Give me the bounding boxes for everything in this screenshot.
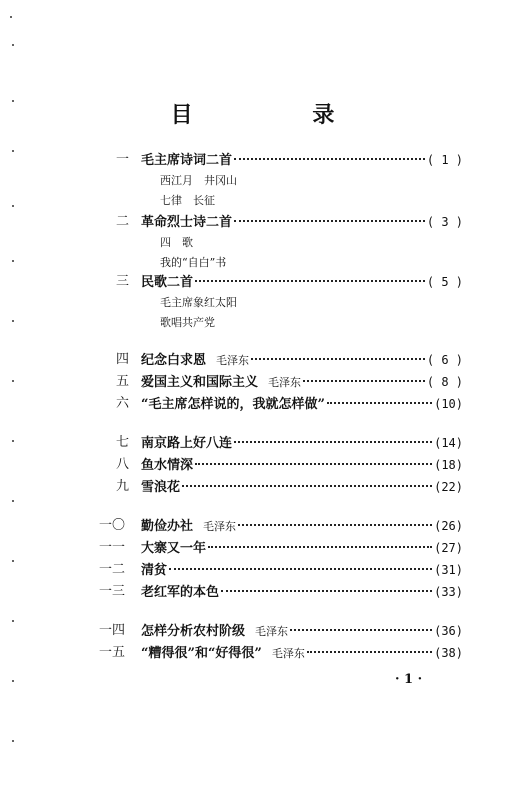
- page-title: 目 录: [170, 102, 391, 128]
- toc-entry: [0, 394, 505, 414]
- toc-entry: [0, 372, 505, 392]
- entry-page: ( 6 ): [426, 353, 463, 367]
- entry-title: 大寨又一年: [141, 541, 207, 556]
- entry-number: 一: [116, 152, 130, 167]
- entry-title: 纪念白求恩: [141, 353, 207, 368]
- entry-title: 鱼水情深: [141, 458, 194, 473]
- sub-entry: 毛主席象红太阳: [160, 296, 237, 309]
- sub-entry: 西江月 井冈山: [160, 174, 237, 187]
- entry-number: 九: [116, 479, 130, 494]
- entry-line: [141, 516, 463, 537]
- entry-page: (31): [434, 563, 463, 577]
- dot-leader: [290, 629, 432, 631]
- toc-entry: [0, 477, 505, 497]
- entry-author: 毛泽东: [271, 647, 305, 660]
- entry-number: 一五: [99, 645, 126, 660]
- entry-line: [141, 643, 463, 664]
- dot-leader: [234, 158, 425, 160]
- margin-speck: [12, 740, 14, 742]
- entry-line: [141, 477, 463, 498]
- entry-page: (38): [434, 646, 463, 660]
- toc-entry: [0, 643, 505, 663]
- margin-speck: [12, 500, 14, 502]
- entry-title: “糟得很”和“好得很”: [141, 646, 262, 661]
- toc-entry: [0, 621, 505, 641]
- entry-page: ( 5 ): [426, 275, 463, 289]
- page-number: · 1 ·: [395, 672, 423, 687]
- entry-title: 爱国主义和国际主义: [141, 375, 259, 390]
- entry-number: 一三: [99, 584, 126, 599]
- entry-author: 毛泽东: [203, 520, 237, 533]
- toc-entry: [0, 272, 505, 292]
- entry-page: (10): [434, 397, 463, 411]
- entry-title: 勤俭办社: [141, 519, 194, 534]
- entry-number: 一四: [99, 623, 126, 638]
- entry-number: 七: [116, 435, 130, 450]
- dot-leader: [303, 380, 425, 382]
- sub-entry: 七律 长征: [160, 194, 215, 207]
- entry-line: [141, 212, 463, 233]
- entry-line: [141, 350, 463, 371]
- dot-leader: [307, 651, 432, 653]
- entry-number: 一〇: [99, 518, 126, 533]
- entry-page: (26): [434, 519, 463, 533]
- margin-speck: [10, 16, 12, 18]
- entry-page: (18): [434, 458, 463, 472]
- toc-entry: [0, 455, 505, 475]
- entry-author: 毛泽东: [268, 376, 302, 389]
- toc-entry: [0, 516, 505, 536]
- dot-leader: [234, 441, 432, 443]
- entry-page: (27): [434, 541, 463, 555]
- entry-number: 二: [116, 214, 130, 229]
- entry-line: [141, 538, 463, 559]
- entry-title: 毛主席诗词二首: [141, 153, 233, 168]
- toc-entry: [0, 433, 505, 453]
- entry-line: [141, 560, 463, 581]
- entry-page: (14): [434, 436, 463, 450]
- entry-number: 一二: [99, 562, 126, 577]
- toc-entry: [0, 350, 505, 370]
- margin-speck: [12, 260, 14, 262]
- entry-page: (33): [434, 585, 463, 599]
- entry-title: 清贫: [141, 563, 168, 578]
- entry-line: [141, 272, 463, 293]
- dot-leader: [182, 485, 432, 487]
- margin-speck: [12, 205, 14, 207]
- entry-number: 六: [116, 396, 130, 411]
- entry-number: 三: [116, 274, 130, 289]
- dot-leader: [195, 280, 425, 282]
- entry-page: (36): [434, 624, 463, 638]
- margin-speck: [12, 44, 14, 46]
- entry-title: 南京路上好八连: [141, 436, 233, 451]
- toc-entry: [0, 582, 505, 602]
- margin-speck: [12, 680, 14, 682]
- dot-leader: [327, 402, 432, 404]
- entry-title: 老红军的本色: [141, 585, 220, 600]
- entry-line: [141, 455, 463, 476]
- entry-title: 民歌二首: [141, 275, 194, 290]
- dot-leader: [221, 590, 432, 592]
- toc-entry: [0, 560, 505, 580]
- sub-entry: 四 歌: [160, 236, 193, 249]
- toc-entry: [0, 212, 505, 232]
- entry-page: ( 8 ): [426, 375, 463, 389]
- entry-author: 毛泽东: [255, 625, 289, 638]
- sub-entry: 我的“自白”书: [160, 256, 227, 269]
- dot-leader: [208, 546, 432, 548]
- toc-entry: [0, 150, 505, 170]
- entry-number: 八: [116, 457, 130, 472]
- dot-leader: [195, 463, 432, 465]
- entry-line: [141, 394, 463, 415]
- entry-line: [141, 582, 463, 603]
- entry-number: 四: [116, 352, 130, 367]
- entry-page: (22): [434, 480, 463, 494]
- entry-number: 一一: [99, 540, 126, 555]
- dot-leader: [169, 568, 432, 570]
- entry-line: [141, 621, 463, 642]
- entry-title: “毛主席怎样说的，我就怎样做”: [141, 397, 325, 412]
- entry-line: [141, 150, 463, 171]
- entry-page: ( 1 ): [426, 153, 463, 167]
- entry-title: 革命烈士诗二首: [141, 215, 233, 230]
- dot-leader: [238, 524, 432, 526]
- margin-speck: [12, 320, 14, 322]
- entry-page: ( 3 ): [426, 215, 463, 229]
- entry-number: 五: [116, 374, 130, 389]
- dot-leader: [234, 220, 425, 222]
- entry-line: [141, 433, 463, 454]
- entry-author: 毛泽东: [216, 354, 250, 367]
- entry-title: 怎样分析农村阶级: [141, 624, 246, 639]
- entry-title: 雪浪花: [141, 480, 181, 495]
- dot-leader: [251, 358, 425, 360]
- sub-entry: 歌唱共产党: [160, 316, 215, 329]
- entry-line: [141, 372, 463, 393]
- toc-entry: [0, 538, 505, 558]
